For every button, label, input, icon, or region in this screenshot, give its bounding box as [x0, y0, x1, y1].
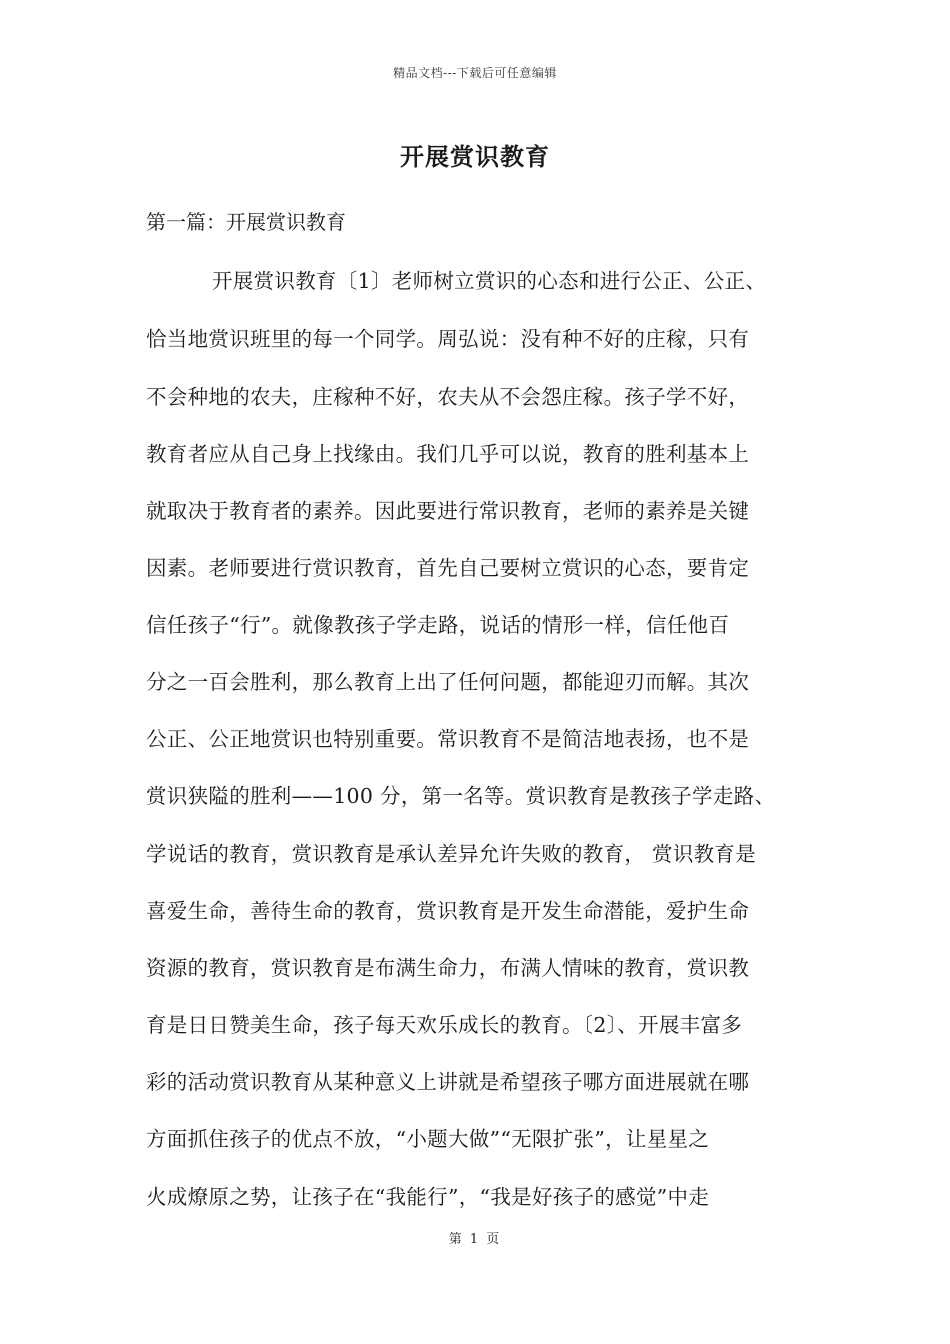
paragraph-line: 教育者应从自己身上找缘由。我们几乎可以说，教育的胜利基本上: [146, 442, 750, 466]
paragraph-line: 喜爱生命，善待生命的教育，赏识教育是开发生命潜能，爱护生命: [146, 899, 750, 923]
document-title: 开展赏识教育: [400, 142, 550, 171]
paragraph-line: 就取决于教育者的素养。因此要进行常识教育，老师的素养是关键: [146, 499, 750, 523]
paragraph-line: 火成燎原之势，让孩子在“我能行”，“我是好孩子的感觉”中走: [146, 1185, 710, 1209]
section-heading: 第一篇：开展赏识教育: [146, 210, 346, 234]
paragraph-line: 因素。老师要进行赏识教育，首先自己要树立赏识的心态，要肯定: [146, 556, 750, 580]
paragraph-line: 不会种地的农夫，庄稼种不好，农夫从不会怨庄稼。孩子学不好，: [146, 385, 750, 409]
page-header: 精品文档---下载后可任意编辑: [393, 66, 557, 80]
paragraph-line: 开展赏识教育〔1〕老师树立赏识的心态和进行公正、公正、: [212, 269, 767, 293]
page-number: 第 1 页: [448, 1232, 502, 1247]
paragraph-line: 分之一百会胜利，那么教育上出了任何问题，都能迎刃而解。其次: [146, 670, 750, 694]
paragraph-line: 信任孩子“行”。就像教孩子学走路，说话的情形一样，信任他百: [146, 613, 730, 637]
paragraph-line: 公正、公正地赏识也特别重要。常识教育不是简洁地表扬，也不是: [146, 727, 750, 751]
paragraph-line: 彩的活动赏识教育从某种意义上讲就是希望孩子哪方面进展就在哪: [146, 1070, 750, 1094]
paragraph-line: 育是日日赞美生命，孩子每天欢乐成长的教育。〔2〕、开展丰富多: [146, 1013, 743, 1037]
paragraph-line: 资源的教育，赏识教育是布满生命力，布满人情味的教育，赏识教: [146, 956, 750, 980]
paragraph-line: 方面抓住孩子的优点不放，“小题大做”“无限扩张”，让星星之: [146, 1127, 710, 1151]
paragraph-line: 赏识狭隘的胜利——100 分，第一名等。赏识教育是教孩子学走路、: [146, 784, 776, 808]
paragraph-line: 学说话的教育，赏识教育是承认差异允许失败的教育， 赏识教育是: [146, 842, 757, 866]
paragraph-line: 恰当地赏识班里的每一个同学。周弘说：没有种不好的庄稼，只有: [146, 327, 750, 351]
